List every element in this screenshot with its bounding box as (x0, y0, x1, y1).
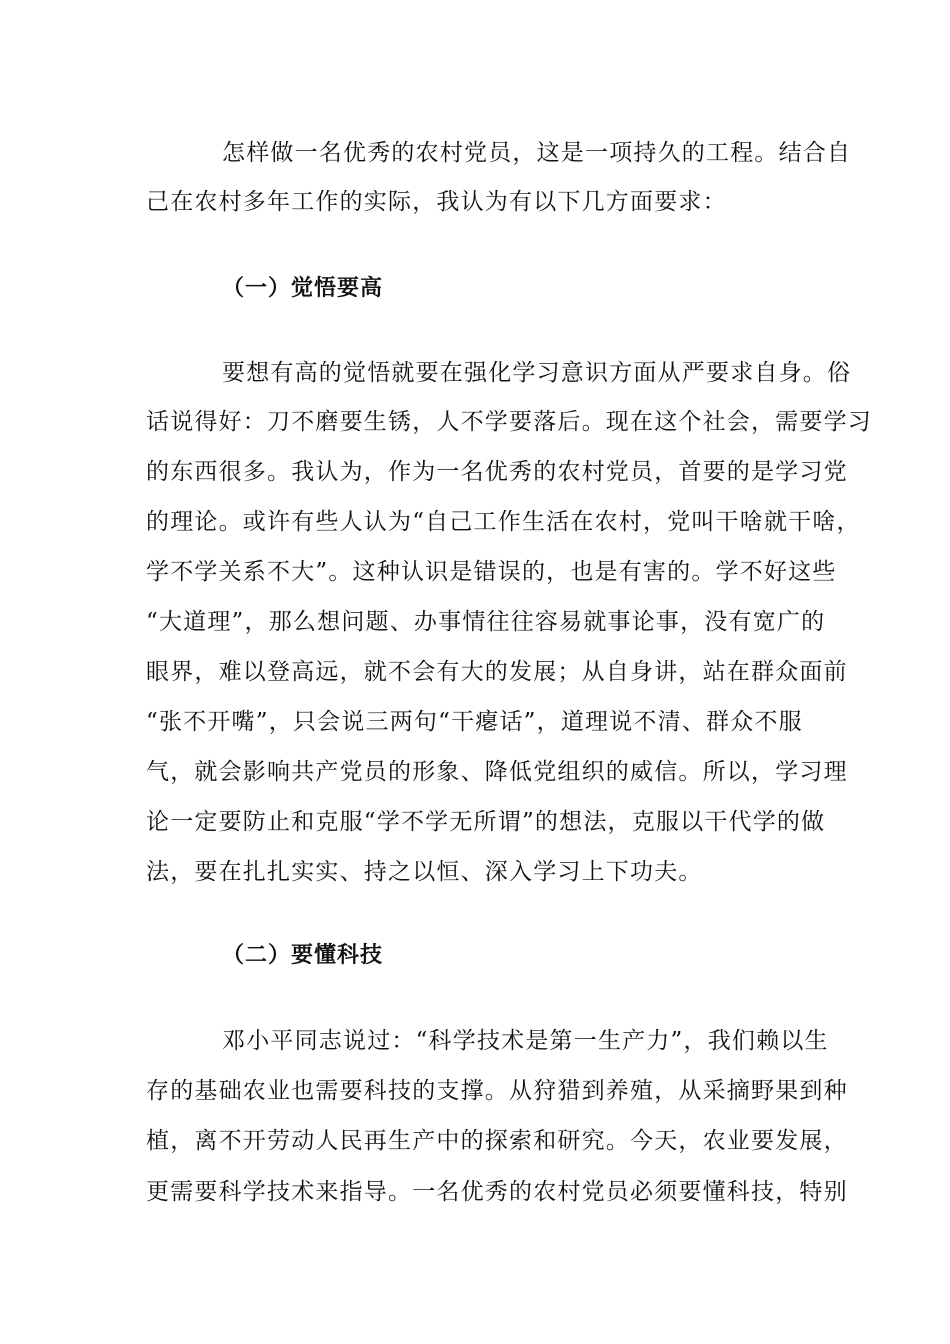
section1-line-4: 的理论。或许有些人认为“自己工作生活在农村，党叫干啥就干啥， (146, 509, 861, 535)
section1-line-9: 气，就会影响共产党员的形象、降低党组织的威信。所以，学习理 (146, 759, 848, 785)
section1-line-6: “大道理”，那么想问题、办事情往往容易就事论事，没有宽广的 (146, 609, 826, 635)
section1-line-1: 要想有高的觉悟就要在强化学习意识方面从严要求自身。俗 (222, 360, 852, 386)
section1-line-2: 话说得好：刀不磨要生锈，人不学要落后。现在这个社会，需要学习 (146, 409, 872, 435)
section1-line-11: 法，要在扎扎实实、持之以恒、深入学习上下功夫。 (146, 859, 703, 885)
section1-line-5: 学不学关系不大”。这种认识是错误的，也是有害的。学不好这些 (146, 559, 837, 585)
section1-line-10: 论一定要防止和克服“学不学无所谓”的想法，克服以干代学的做 (146, 809, 826, 835)
section2-line-4: 更需要科学技术来指导。一名优秀的农村党员必须要懂科技，特别 (146, 1179, 848, 1205)
section2-line-1: 邓小平同志说过：“科学技术是第一生产力”，我们赖以生 (222, 1028, 829, 1054)
section2-line-2: 存的基础农业也需要科技的支撑。从狩猎到养殖，从采摘野果到种 (146, 1078, 848, 1104)
intro-line-2: 己在农村多年工作的实际，我认为有以下几方面要求： (146, 189, 727, 215)
intro-line-1: 怎样做一名优秀的农村党员，这是一项持久的工程。结合自 (222, 140, 852, 166)
section-heading-1: （一）觉悟要高 (222, 276, 384, 301)
section2-line-3: 植，离不开劳动人民再生产中的探索和研究。今天，农业要发展， (146, 1128, 848, 1154)
section-heading-2: （二）要懂科技 (222, 943, 384, 968)
section1-line-3: 的东西很多。我认为，作为一名优秀的农村党员，首要的是学习党 (146, 459, 848, 485)
section1-line-8: “张不开嘴”，只会说三两句“干瘪话”，道理说不清、群众不服 (146, 709, 803, 735)
section1-line-7: 眼界，难以登高远，就不会有大的发展；从自身讲，站在群众面前 (146, 659, 848, 685)
